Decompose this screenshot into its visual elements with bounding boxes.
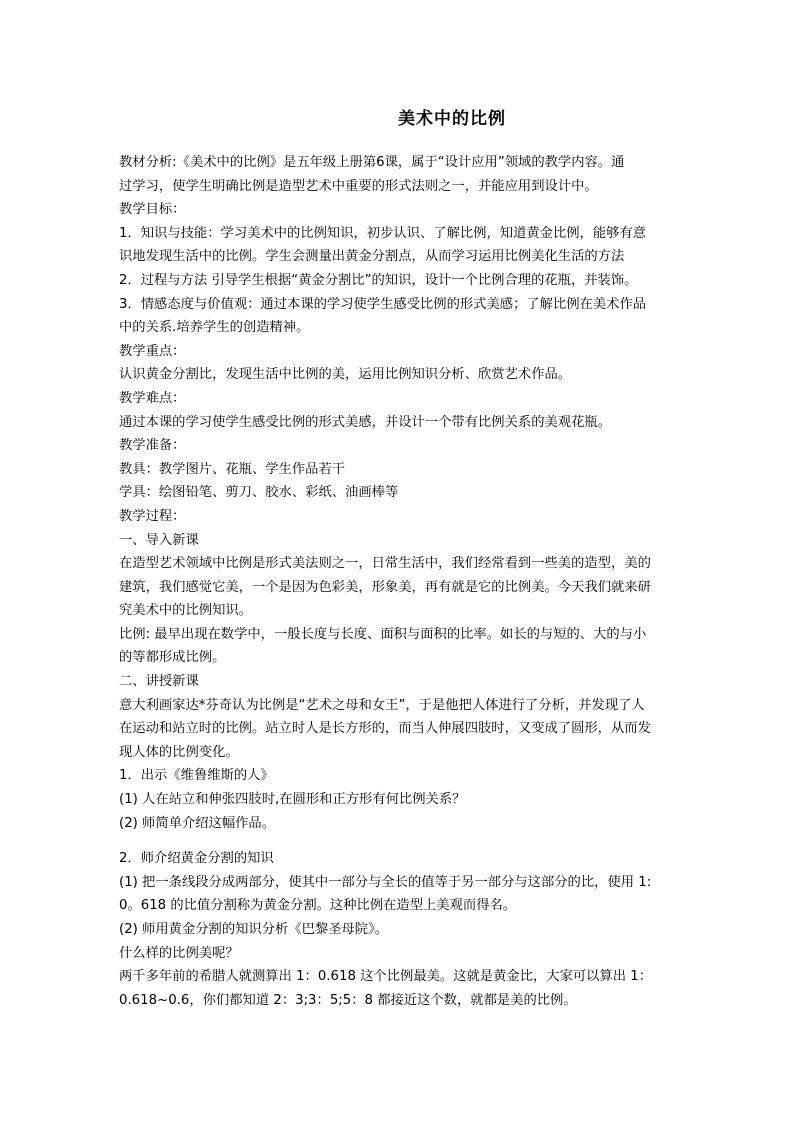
paragraph-line: 过学习，使学生明确比例是造型艺术中重要的形式法则之一，并能应用到设计中。 — [119, 178, 598, 194]
section-heading: 教学过程： — [119, 508, 186, 524]
paragraph-line: 中的关系.培养学生的创造精神。 — [119, 320, 310, 336]
paragraph-line: 教材分析:《美术中的比例》是五年级上册第6课，属于“设计应用”领域的教学内容。通 — [119, 155, 625, 170]
paragraph-line: 认识黄金分割比，发现生活中比例的美，运用比例知识分析、欣赏艺术作品。 — [119, 367, 572, 383]
paragraph-line: 0.618~0.6，你们都知道 2：3;3：5;5：8 都接近这个数，就都是美的比例。 — [119, 992, 577, 1008]
paragraph-line: 在造型艺术领域中比例是形式美法则之一，日常生活中，我们经常看到一些美的造型，美的 — [119, 556, 651, 572]
paragraph-line: (2) 师简单介绍这幅作品。 — [119, 815, 276, 831]
section-heading: 二、讲授新课 — [119, 674, 199, 690]
paragraph-line: (1) 人在站立和伸张四肢时,在圆形和正方形有何比例关系？ — [119, 792, 466, 808]
paragraph-line: 什么样的比例美呢？ — [119, 945, 239, 961]
paragraph-line: 教具：教学图片、花瓶、学生作品若干 — [119, 461, 346, 477]
section-heading: 教学准备： — [119, 438, 186, 454]
section-heading: 教学重点： — [119, 343, 186, 359]
section-heading: 教学难点： — [119, 390, 186, 406]
paragraph-line: 通过本课的学习使学生感受比例的形式美感，并设计一个带有比例关系的美观花瓶。 — [119, 414, 611, 430]
paragraph-line: (2) 师用黄金分割的知识分析《巴黎圣母院》。 — [119, 922, 389, 937]
paragraph-line: 现人体的比例变化。 — [119, 744, 239, 760]
paragraph-line: 1．知识与技能：学习美术中的比例知识，初步认识、了解比例，知道黄金比例，能够有意 — [119, 225, 647, 241]
document-body — [119, 151, 679, 1012]
paragraph-line: (1) 把一条线段分成两部分，使其中一部分与全长的值等于另一部分与这部分的比，使用 1: — [119, 874, 652, 890]
section-heading: 教学目标： — [119, 202, 186, 218]
paragraph-line: 3．情感态度与价值观：通过本课的学习使学生感受比例的形式美感；了解比例在美术作品 — [119, 296, 647, 312]
paragraph-line: 学具：绘图铅笔、剪刀、胶水、彩纸、油画棒等 — [119, 485, 399, 501]
paragraph-line: 2．师介绍黄金分割的知识 — [119, 851, 274, 867]
page-title: 美术中的比例 — [398, 109, 506, 129]
paragraph-line: 意大利画家达*芬奇认为比例是“艺术之母和女王”，于是他把人体进行了分析，并发现了人 — [119, 697, 645, 713]
paragraph-line: 究美术中的比例知识。 — [119, 603, 252, 619]
paragraph-line: 两千多年前的希腊人就测算出 1：0.618 这个比例最美。这就是黄金比，大家可以算出 1： — [119, 969, 653, 985]
paragraph-spacer — [119, 835, 679, 847]
paragraph-line: 0。618 的比值分割称为黄金分割。这种比例在造型上美观而得名。 — [119, 898, 517, 914]
paragraph-line: 1．出示《维鲁维斯的人》 — [119, 768, 274, 784]
paragraph-line: 建筑，我们感觉它美，一个是因为色彩美，形象美，再有就是它的比例美。今天我们就来研 — [119, 579, 651, 595]
paragraph-line: 的等都形成比例。 — [119, 650, 226, 666]
paragraph-line: 比例: 最早出现在数学中，一般长度与长度、面积与面积的比率。如长的与短的、大的与小 — [119, 626, 647, 642]
paragraph-line: 识地发现生活中的比例。学生会测量出黄金分割点，从而学习运用比例美化生活的方法 — [119, 249, 625, 265]
paragraph-line: 在运动和站立时的比例。站立时人是长方形的，而当人伸展四肢时，又变成了圆形，从而发 — [119, 721, 651, 737]
section-heading: 一、导入新课 — [119, 532, 199, 548]
paragraph-line: 2．过程与方法 引导学生根据“黄金分割比”的知识，设计一个比例合理的花瓶，并装饰。 — [119, 272, 638, 288]
